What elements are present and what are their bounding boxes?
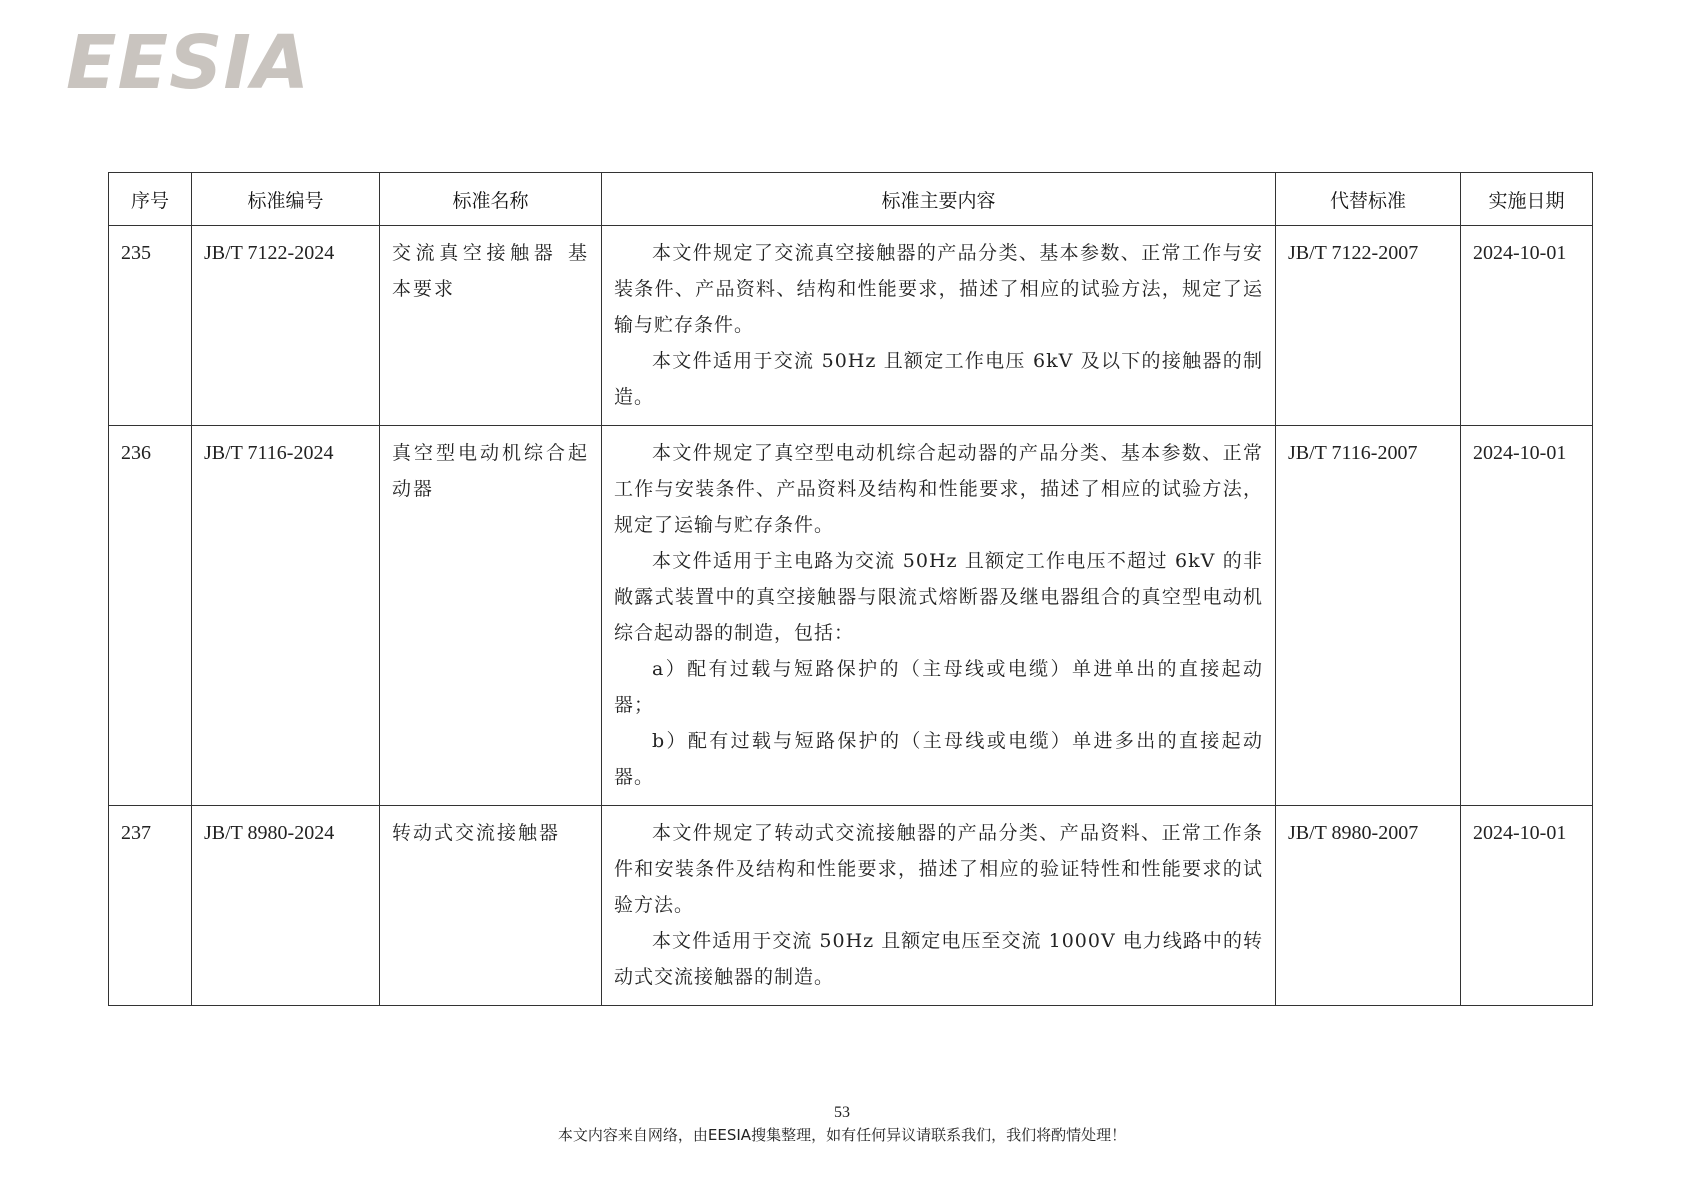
row-name: 真空型电动机综合起动器: [392, 442, 589, 500]
content-paragraph: 本文件规定了真空型电动机综合起动器的产品分类、基本参数、正常工作与安装条件、产品资料及结构和性能要求，描述了相应的试验方法，规定了运输与贮存条件。: [614, 442, 1263, 536]
header-name: 标准名称: [380, 173, 602, 226]
row-name: 交流真空接触器 基本要求: [392, 242, 589, 300]
standards-table: [108, 172, 1593, 1006]
row-code: JB/T 7116-2024: [204, 442, 334, 464]
row-content: [602, 806, 1275, 1005]
row-replaces: JB/T 7116-2007: [1288, 442, 1418, 464]
header-date: 实施日期: [1461, 173, 1593, 226]
row-date: 2024-10-01: [1473, 442, 1567, 464]
row-replaces: JB/T 8980-2007: [1288, 822, 1419, 844]
content-list-item: a）配有过载与短路保护的（主母线或电缆）单进单出的直接起动器；: [614, 658, 1263, 716]
header-no: 序号: [109, 173, 192, 226]
page-number: 53: [834, 1104, 850, 1121]
row-date: 2024-10-01: [1473, 242, 1567, 264]
row-content: [602, 226, 1275, 425]
content-paragraph: 本文件适用于交流 50Hz 且额定工作电压 6kV 及以下的接触器的制造。: [614, 350, 1263, 408]
content-paragraph: 本文件规定了交流真空接触器的产品分类、基本参数、正常工作与安装条件、产品资料、结构和性能要求，描述了相应的试验方法，规定了运输与贮存条件。: [614, 242, 1263, 336]
header-content: 标准主要内容: [602, 173, 1276, 226]
table-row: [109, 806, 1593, 1006]
row-no: 235: [121, 242, 151, 264]
header-replaces: 代替标准: [1276, 173, 1461, 226]
header-code: 标准编号: [192, 173, 380, 226]
content-paragraph: 本文件规定了转动式交流接触器的产品分类、产品资料、正常工作条件和安装条件及结构和性能要求，描述了相应的验证特性和性能要求的试验方法。: [614, 822, 1263, 916]
footer-disclaimer: 本文内容来自网络，由EESIA搜集整理，如有任何异议请联系我们，我们将酌情处理！: [557, 1126, 1127, 1144]
content-list-item: b）配有过载与短路保护的（主母线或电缆）单进多出的直接起动器。: [614, 730, 1263, 788]
row-content: [602, 426, 1275, 805]
row-replaces: JB/T 7122-2007: [1288, 242, 1419, 264]
row-name: 转动式交流接触器: [392, 822, 561, 844]
row-no: 236: [121, 442, 151, 464]
table-row: [109, 426, 1593, 806]
table-header-row: [109, 173, 1593, 226]
table-row: [109, 226, 1593, 426]
row-code: JB/T 8980-2024: [204, 822, 335, 844]
row-date: 2024-10-01: [1473, 822, 1567, 844]
row-code: JB/T 7122-2024: [204, 242, 335, 264]
content-paragraph: 本文件适用于交流 50Hz 且额定电压至交流 1000V 电力线路中的转动式交流接触器的制造。: [614, 930, 1263, 988]
eesia-logo: EESIA: [66, 20, 311, 106]
row-no: 237: [121, 822, 151, 844]
content-paragraph: 本文件适用于主电路为交流 50Hz 且额定工作电压不超过 6kV 的非敞露式装置中的真空接触器与限流式熔断器及继电器组合的真空型电动机综合起动器的制造，包括：: [614, 550, 1263, 644]
